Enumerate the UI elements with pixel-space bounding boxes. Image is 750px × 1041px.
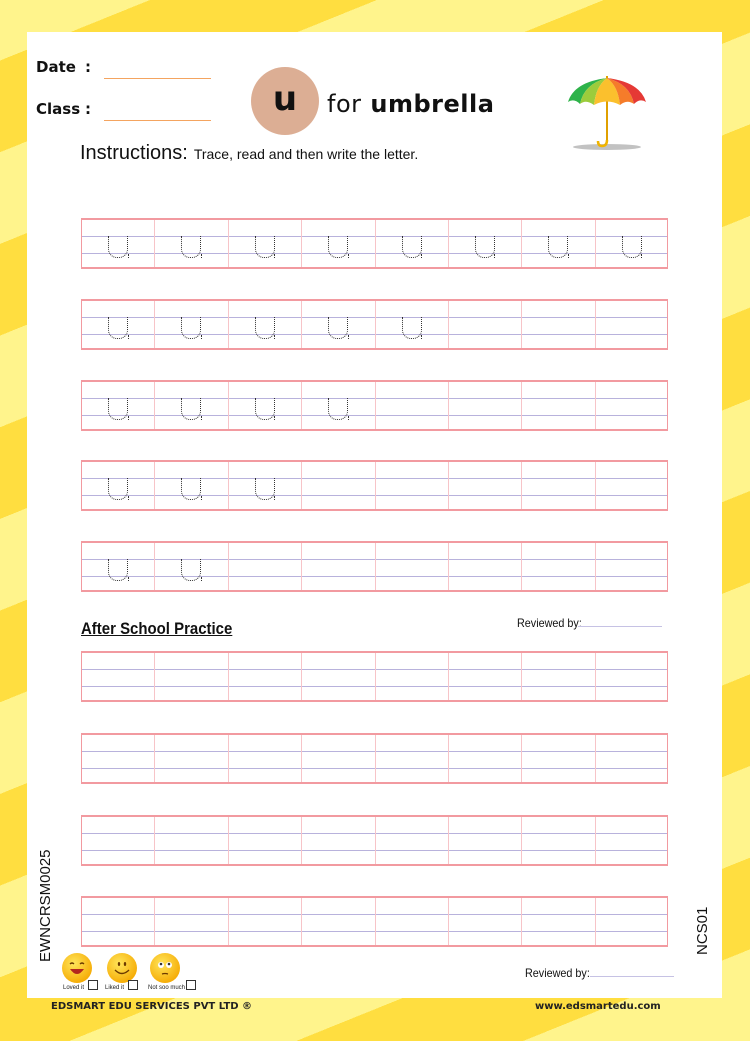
cell-divider <box>301 653 302 700</box>
title-for: for <box>327 90 362 118</box>
cell-divider <box>375 817 376 864</box>
cell-divider <box>301 301 302 348</box>
traceable-letter <box>181 398 201 420</box>
cell-divider <box>595 382 596 429</box>
reviewed-by-field[interactable] <box>578 626 662 627</box>
cell-divider <box>301 543 302 590</box>
cell-divider <box>154 898 155 945</box>
cell-divider <box>595 543 596 590</box>
cell-divider <box>154 220 155 267</box>
instructions-heading: Instructions: <box>80 142 188 164</box>
cell-divider <box>521 382 522 429</box>
cell-divider <box>595 462 596 509</box>
traceable-letter <box>402 317 422 339</box>
traceable-letter <box>255 317 275 339</box>
loved-it-checkbox[interactable] <box>88 980 98 990</box>
traceable-letter <box>108 317 128 339</box>
cell-divider <box>228 543 229 590</box>
cell-divider <box>521 735 522 782</box>
side-code-left: EWNCRSM0025 <box>37 849 54 962</box>
traceable-letter <box>328 398 348 420</box>
cell-divider <box>448 462 449 509</box>
cell-divider <box>448 653 449 700</box>
bottom-reviewed-by-field[interactable] <box>590 976 674 977</box>
cell-divider <box>375 382 376 429</box>
cell-divider <box>521 220 522 267</box>
reviewed-by-label: Reviewed by: <box>517 616 582 630</box>
traceable-letter <box>255 398 275 420</box>
cell-divider <box>375 898 376 945</box>
cell-divider <box>301 735 302 782</box>
footer-company: EDSMART EDU SERVICES PVT LTD ® <box>51 1001 253 1012</box>
cell-divider <box>301 382 302 429</box>
letter-badge <box>251 67 319 135</box>
cell-divider <box>448 543 449 590</box>
cell-divider <box>448 382 449 429</box>
cell-divider <box>154 382 155 429</box>
practice-row[interactable] <box>81 896 668 947</box>
trace-row[interactable] <box>81 218 668 269</box>
not-much-checkbox[interactable] <box>186 980 196 990</box>
featured-letter: u <box>272 79 298 119</box>
cell-divider <box>448 898 449 945</box>
cell-divider <box>595 898 596 945</box>
cell-divider <box>375 653 376 700</box>
traceable-letter <box>548 236 568 258</box>
smiling-emoji-icon <box>107 953 137 983</box>
cell-divider <box>154 543 155 590</box>
cell-divider <box>595 301 596 348</box>
traceable-letter <box>402 236 422 258</box>
date-field[interactable] <box>104 78 211 79</box>
trace-row[interactable] <box>81 541 668 592</box>
cell-divider <box>521 817 522 864</box>
cell-divider <box>228 653 229 700</box>
class-colon: : <box>85 100 91 118</box>
cell-divider <box>448 220 449 267</box>
practice-row[interactable] <box>81 733 668 784</box>
cell-divider <box>448 817 449 864</box>
cell-divider <box>154 653 155 700</box>
traceable-letter <box>255 236 275 258</box>
after-school-title: After School Practice <box>81 619 233 638</box>
cell-divider <box>228 735 229 782</box>
cell-divider <box>375 462 376 509</box>
cell-divider <box>228 220 229 267</box>
cell-divider <box>228 301 229 348</box>
traceable-letter <box>108 236 128 258</box>
cell-divider <box>154 735 155 782</box>
cell-divider <box>375 543 376 590</box>
cell-divider <box>154 462 155 509</box>
trace-row[interactable] <box>81 380 668 431</box>
cell-divider <box>448 735 449 782</box>
cell-divider <box>228 817 229 864</box>
instructions <box>80 142 418 165</box>
cell-divider <box>228 382 229 429</box>
cell-divider <box>521 301 522 348</box>
feedback-label-loved: Loved it <box>63 985 85 991</box>
practice-row[interactable] <box>81 651 668 702</box>
cell-divider <box>228 898 229 945</box>
cell-divider <box>228 462 229 509</box>
traceable-letter <box>475 236 495 258</box>
traceable-letter <box>108 559 128 581</box>
class-field[interactable] <box>104 120 211 121</box>
footer-website[interactable]: www.edsmartedu.com <box>535 1001 661 1012</box>
traceable-letter <box>108 398 128 420</box>
traceable-letter <box>328 236 348 258</box>
cell-divider <box>375 735 376 782</box>
feedback-label-liked: Liked it <box>105 985 125 991</box>
side-code-right: NCS01 <box>694 906 711 955</box>
cell-divider <box>154 301 155 348</box>
unimpressed-emoji-icon <box>150 953 180 983</box>
cell-divider <box>595 220 596 267</box>
feedback-label-not-much: Not soo much <box>148 985 186 991</box>
umbrella-icon <box>564 72 650 152</box>
cell-divider <box>154 817 155 864</box>
trace-row[interactable] <box>81 299 668 350</box>
traceable-letter <box>181 559 201 581</box>
instructions-text: Trace, read and then write the letter. <box>193 146 419 162</box>
bottom-reviewed-by-label: Reviewed by: <box>525 966 590 980</box>
cell-divider <box>301 817 302 864</box>
cell-divider <box>301 220 302 267</box>
cell-divider <box>521 543 522 590</box>
cell-divider <box>521 898 522 945</box>
cell-divider <box>521 462 522 509</box>
cell-divider <box>375 220 376 267</box>
traceable-letter <box>255 478 275 500</box>
trace-row[interactable] <box>81 460 668 511</box>
cell-divider <box>301 898 302 945</box>
cell-divider <box>595 653 596 700</box>
cell-divider <box>448 301 449 348</box>
cell-divider <box>301 462 302 509</box>
laughing-emoji-icon <box>62 953 92 983</box>
class-label: Class <box>36 100 81 118</box>
date-label: Date <box>36 58 76 76</box>
liked-it-checkbox[interactable] <box>128 980 138 990</box>
traceable-letter <box>108 478 128 500</box>
worksheet-title <box>327 90 494 118</box>
cell-divider <box>375 301 376 348</box>
cell-divider <box>595 817 596 864</box>
traceable-letter <box>181 317 201 339</box>
traceable-letter <box>181 236 201 258</box>
cell-divider <box>521 653 522 700</box>
practice-row[interactable] <box>81 815 668 866</box>
traceable-letter <box>622 236 642 258</box>
traceable-letter <box>328 317 348 339</box>
cell-divider <box>595 735 596 782</box>
date-colon: : <box>85 58 91 76</box>
traceable-letter <box>181 478 201 500</box>
title-word: umbrella <box>370 90 495 118</box>
